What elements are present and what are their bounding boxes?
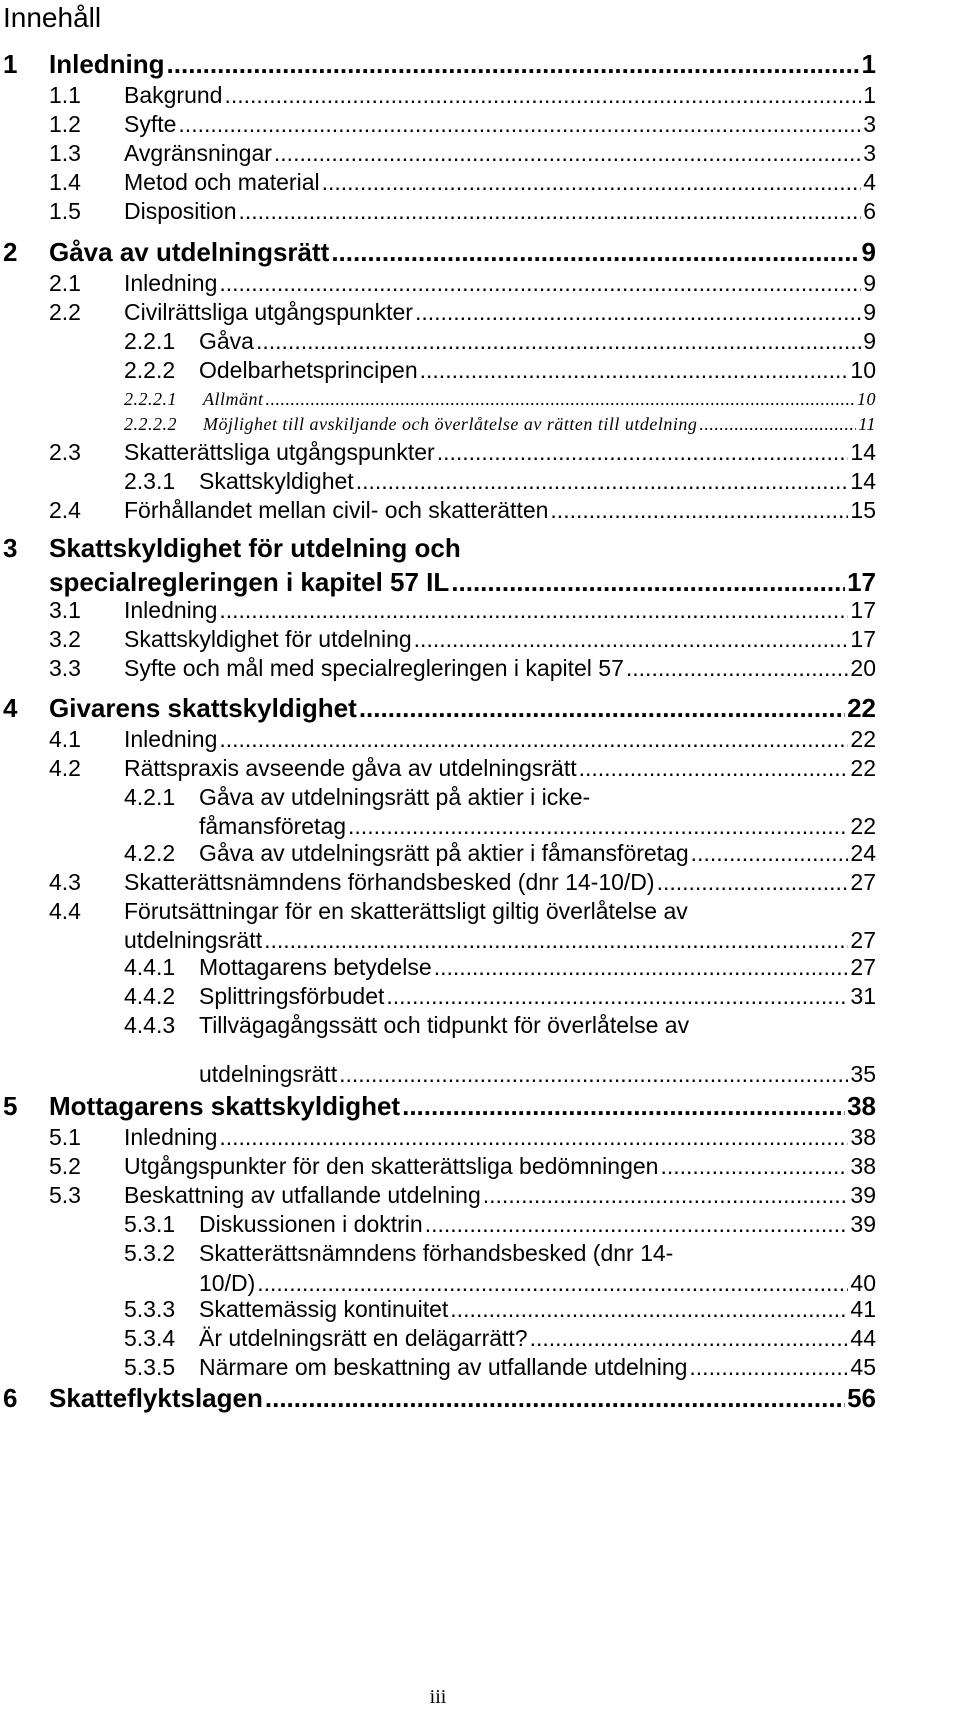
toc-entry-number: 1	[3, 49, 18, 79]
toc-entry-page: 15	[850, 497, 876, 523]
toc-entry-page: 9	[863, 299, 876, 325]
toc-entry-title: Förutsättningar för en skatterättsligt giltig överlåtelse av	[124, 898, 688, 924]
toc-entry-page: 22	[850, 755, 876, 781]
toc-leader-dots	[359, 693, 845, 724]
toc-entry-title: Syfte	[124, 111, 177, 137]
toc-entry-title: Metod och material	[124, 169, 320, 195]
toc-entry[interactable]	[49, 198, 876, 232]
toc-leader-dots	[579, 755, 849, 782]
toc-entry-page: 38	[847, 1091, 876, 1121]
toc-entry-number: 2.2.1	[124, 328, 176, 354]
toc-entry-title: Skattemässig kontinuitet	[199, 1296, 449, 1322]
toc-entry-title: Skatterättsnämndens förhandsbesked (dnr 14-10/D)	[124, 869, 655, 895]
toc-entry-number: 5.3.5	[124, 1354, 176, 1380]
toc-entry-page: 38	[850, 1153, 876, 1179]
toc-leader-dots	[257, 1270, 848, 1297]
toc-leader-dots	[178, 111, 861, 138]
toc-entry-number: 4.4.3	[124, 1012, 176, 1038]
toc-leader-dots	[356, 468, 849, 495]
toc-entry-number: 5.3.1	[124, 1211, 176, 1237]
toc-entry-title: Inledning	[124, 1124, 218, 1150]
toc-entry[interactable]	[124, 414, 876, 442]
toc-leader-dots	[450, 1296, 848, 1323]
toc-leader-dots	[437, 439, 849, 466]
toc-entry-number: 2.2.2.2	[124, 414, 177, 434]
toc-entry-title: Tillvägagångssätt och tidpunkt för överlåtelse av	[199, 1012, 690, 1038]
toc-entry-page: 10	[857, 389, 876, 409]
toc-entry-number: 5.2	[49, 1153, 81, 1179]
toc-entry-number: 3.2	[49, 626, 81, 652]
toc-leader-dots	[339, 1061, 848, 1088]
toc-entry-number: 1.3	[49, 140, 81, 166]
toc-entry-title: Odelbarhetsprincipen	[199, 357, 418, 383]
toc-entry-title: Skatterättsnämndens förhandsbesked (dnr 14-	[199, 1240, 674, 1266]
toc-entry[interactable]	[49, 497, 876, 531]
toc-entry-page: 24	[850, 840, 876, 866]
toc-entry-title: Allmänt	[203, 389, 264, 409]
toc-entry-title: Gåva	[199, 328, 254, 354]
toc-entry-title: Inledning	[49, 49, 165, 79]
toc-entry-title: Närmare om beskattning av utfallande utdelning	[199, 1354, 688, 1380]
toc-entry-number: 4.2.2	[124, 840, 176, 866]
toc-entry-title: Avgränsningar	[124, 140, 272, 166]
toc-leader-dots	[265, 1383, 845, 1414]
page-number: iii	[429, 1686, 447, 1708]
toc-entry-title: Rättspraxis avseende gåva av utdelningsrätt	[124, 755, 577, 781]
toc-entry-number: 5.1	[49, 1124, 81, 1150]
toc-entry-number: 2.2	[49, 299, 81, 325]
toc-entry-title: Splittringsförbudet	[199, 983, 385, 1009]
toc-entry-page: 44	[850, 1325, 876, 1351]
toc-entry-page: 20	[850, 655, 876, 681]
page-title: Innehåll	[3, 2, 102, 33]
toc-entry-page: 17	[847, 567, 876, 597]
toc-entry-number: 4.3	[49, 869, 81, 895]
toc-entry-number: 1.4	[49, 169, 81, 195]
toc-leader-dots	[219, 597, 848, 624]
toc-leader-dots	[331, 237, 859, 268]
toc-leader-dots	[219, 1124, 848, 1151]
toc-leader-dots	[219, 270, 861, 297]
toc-entry-number: 2.2.2	[124, 357, 176, 383]
toc-entry-page: 38	[850, 1124, 876, 1150]
toc-entry-number: 4.1	[49, 726, 81, 752]
toc-entry-number: 1.2	[49, 111, 81, 137]
toc-entry-number: 2.2.2.1	[124, 389, 177, 409]
toc-entry-title: Inledning	[124, 597, 218, 623]
toc-entry-number: 2.4	[49, 497, 81, 523]
toc-leader-dots	[451, 567, 845, 598]
toc-entry-continuation[interactable]	[199, 1061, 876, 1095]
toc-leader-dots	[699, 414, 856, 435]
toc-entry-title: Gåva av utdelningsrätt på aktier i icke-	[199, 784, 591, 810]
toc-leader-dots	[425, 1211, 849, 1238]
toc-leader-dots	[691, 840, 849, 867]
toc-entry[interactable]	[124, 389, 876, 417]
toc-entry-page: 1	[861, 49, 876, 79]
toc-entry-number: 5	[3, 1091, 18, 1121]
toc-entry-page: 45	[850, 1354, 876, 1380]
toc-leader-dots	[348, 813, 848, 840]
toc-entry-page: 27	[850, 954, 876, 980]
toc-entry[interactable]	[124, 1240, 876, 1274]
toc-entry-number: 1.1	[49, 82, 81, 108]
toc-entry-number: 3	[3, 533, 18, 563]
toc-leader-dots	[550, 497, 848, 524]
toc-entry-page: 35	[850, 1061, 876, 1087]
toc-entry-title: Syfte och mål med specialregleringen i kapitel 57	[124, 655, 624, 681]
toc-entry-page: 6	[863, 198, 876, 224]
toc-entry-page: 27	[850, 869, 876, 895]
toc-leader-dots	[256, 328, 861, 355]
toc-leader-dots	[415, 299, 861, 326]
toc-entry-page: 17	[850, 626, 876, 652]
toc-leader-dots	[434, 954, 849, 981]
toc-entry-page: 1	[863, 82, 876, 108]
toc-leader-dots	[657, 869, 849, 896]
toc-entry-number: 5.3.4	[124, 1325, 176, 1351]
toc-entry-page: 10	[850, 357, 876, 383]
toc-leader-dots	[264, 927, 848, 954]
toc-leader-dots	[660, 1153, 848, 1180]
toc-entry-page: 27	[850, 927, 876, 953]
toc-entry-number: 4.4.2	[124, 983, 176, 1009]
toc-entry-title: Inledning	[124, 270, 218, 296]
toc-leader-dots	[689, 1354, 848, 1381]
toc-leader-dots	[414, 626, 849, 653]
toc-entry-page: 22	[850, 813, 876, 839]
toc-entry[interactable]	[49, 655, 876, 689]
toc-entry-page: 9	[863, 328, 876, 354]
toc-leader-dots	[402, 1091, 845, 1122]
toc-entry-page: 9	[861, 237, 876, 267]
toc-entry-page: 56	[847, 1383, 876, 1413]
toc-entry-number: 3.1	[49, 597, 81, 623]
toc-entry-page: 3	[863, 111, 876, 137]
toc-entry-number: 4	[3, 693, 18, 723]
toc-entry-number: 4.2.1	[124, 784, 176, 810]
toc-entry-number: 2.3.1	[124, 468, 176, 494]
toc-entry-page: 22	[847, 693, 876, 723]
toc-entry-page: 11	[858, 414, 876, 434]
toc-entry-page: 14	[850, 439, 876, 465]
toc-entry-page: 39	[850, 1182, 876, 1208]
toc-entry-title: Skatterättsliga utgångspunkter	[124, 439, 435, 465]
toc-entry-title-continued: utdelningsrätt	[199, 1061, 338, 1087]
toc-entry[interactable]	[124, 357, 876, 391]
toc-entry-number: 4.4.1	[124, 954, 176, 980]
toc-entry-title: Disposition	[124, 198, 237, 224]
toc-entry-number: 2.1	[49, 270, 81, 296]
toc-leader-dots	[167, 49, 860, 80]
toc-entry-page: 14	[850, 468, 876, 494]
toc-entry-title: Möjlighet till avskiljande och överlåtelse av rätten till utdelning	[203, 414, 698, 434]
toc-entry-title: Mottagarens betydelse	[199, 954, 432, 980]
toc-leader-dots	[274, 140, 861, 167]
toc-entry-number: 2.3	[49, 439, 81, 465]
toc-entry-title: Skatteflyktslagen	[49, 1383, 263, 1413]
toc-entry-title: Mottagarens skattskyldighet	[49, 1091, 401, 1121]
toc-entry-page: 39	[850, 1211, 876, 1237]
toc-entry-page: 3	[863, 140, 876, 166]
toc-entry-page: 40	[850, 1270, 876, 1296]
toc-entry-title: Bakgrund	[124, 82, 223, 108]
toc-entry-page: 4	[863, 169, 876, 195]
toc-leader-dots	[266, 389, 856, 410]
toc-entry-title: Gåva av utdelningsrätt på aktier i fåmansföretag	[199, 840, 689, 866]
toc-entry-title: Gåva av utdelningsrätt	[49, 237, 330, 267]
toc-entry-title-continued: specialregleringen i kapitel 57 IL	[49, 567, 450, 597]
toc-leader-dots	[626, 655, 849, 682]
toc-entry-number: 4.4	[49, 898, 81, 924]
toc-entry-page: 31	[850, 983, 876, 1009]
toc-leader-dots	[224, 82, 861, 109]
toc-leader-dots	[386, 983, 848, 1010]
toc-entry-title: Är utdelningsrätt en delägarrätt?	[199, 1325, 528, 1351]
toc-entry-number: 5.3.2	[124, 1240, 176, 1266]
toc-entry-title: Skattskyldighet för utdelning	[124, 626, 412, 652]
toc-leader-dots	[483, 1182, 849, 1209]
toc-entry-title: Beskattning av utfallande utdelning	[124, 1182, 481, 1208]
toc-entry[interactable]	[124, 1012, 876, 1046]
toc-entry-title: Skattskyldighet	[199, 468, 354, 494]
toc-entry-page: 22	[850, 726, 876, 752]
toc-entry-title: Inledning	[124, 726, 218, 752]
toc-entry-number: 4.2	[49, 755, 81, 781]
toc-entry-title-continued: utdelningsrätt	[124, 927, 263, 953]
toc-entry-title: Diskussionen i doktrin	[199, 1211, 423, 1237]
toc-entry-title: Civilrättsliga utgångspunkter	[124, 299, 413, 325]
toc-entry-title: Utgångspunkter för den skatterättsliga bedömningen	[124, 1153, 659, 1179]
toc-leader-dots	[219, 726, 848, 753]
toc-entry-number: 3.3	[49, 655, 81, 681]
toc-leader-dots	[530, 1325, 849, 1352]
toc-entry-title-continued: fåmansföretag	[199, 813, 347, 839]
toc-entry-page: 17	[850, 597, 876, 623]
toc-entry-title-continued: 10/D)	[199, 1270, 256, 1296]
toc-entry-title: Skattskyldighet för utdelning och	[49, 533, 461, 563]
toc-leader-dots	[322, 169, 862, 196]
toc-entry-title: Förhållandet mellan civil- och skatterätten	[124, 497, 549, 523]
toc-entry-page: 9	[863, 270, 876, 296]
toc-entry-number: 1.5	[49, 198, 81, 224]
toc-entry-number: 2	[3, 237, 18, 267]
toc-entry-number: 5.3.3	[124, 1296, 176, 1322]
toc-entry-number: 5.3	[49, 1182, 81, 1208]
toc-entry[interactable]	[3, 1383, 876, 1423]
toc-entry-title: Givarens skattskyldighet	[49, 693, 357, 723]
toc-leader-dots	[239, 198, 862, 225]
toc-entry-number: 6	[3, 1383, 18, 1413]
toc-entry-page: 41	[850, 1296, 876, 1322]
toc-leader-dots	[420, 357, 849, 384]
